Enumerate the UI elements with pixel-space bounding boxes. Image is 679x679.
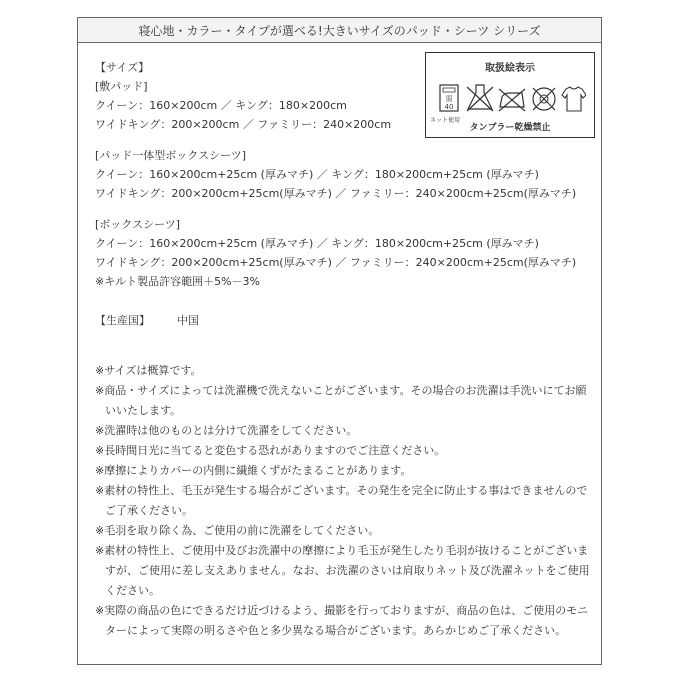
wash-label-temp: 40: [444, 103, 454, 111]
size-line: クイーン：160×200cm+25cm (厚みマチ) ／ キング：180×200cm+25cm (厚みマチ): [95, 168, 539, 181]
no-bleach-icon: [467, 85, 493, 111]
no-tumble-dry-icon: [533, 88, 555, 110]
no-iron-icon: [499, 89, 525, 111]
origin-label: 【生産国】: [95, 314, 150, 327]
care-icons: [438, 81, 586, 121]
note-item: ※洗濯時は他のものとは分けて洗濯をしてください。: [95, 424, 358, 437]
size-line: ワイドキング：200×200cm ／ ファミリー：240×200cm: [95, 118, 392, 131]
machine-wash-40-icon: [440, 85, 458, 111]
origin-row: [95, 311, 593, 330]
wash-label-top: 弱: [445, 95, 453, 103]
size-line: ワイドキング：200×200cm+25cm(厚みマチ) ／ ファミリー：240×200cm+25cm(厚みマチ): [95, 187, 577, 200]
size-line: クイーン：160×200cm+25cm (厚みマチ) ／ キング：180×200cm+25cm (厚みマチ): [95, 237, 539, 250]
care-label-title: 取扱絵表示: [485, 63, 535, 74]
hang-dry-icon: [562, 87, 586, 111]
note-item: ※長時間日光に当てると変色する恐れがありますのでご注意ください。: [95, 444, 446, 457]
size-heading: 【サイズ】: [95, 61, 150, 74]
note-item: ※毛羽を取り除く為、ご使用の前に洗濯をしてください。: [95, 524, 380, 537]
note-item: ※摩擦によりカバーの内側に繊維くずがたまることがあります。: [95, 464, 412, 477]
spec-frame: [77, 17, 602, 665]
section-label: [パッド一体型ボックスシーツ]: [95, 149, 247, 162]
note-item: ※素材の特性上、ご使用中及びお洗濯中の摩擦により毛玉が発生したり毛羽が抜けることがございますが、ご使用に差し支えありません。なお、お洗濯のさいは肩取りネット及び洗濯ネットをご使用ください。: [95, 544, 590, 597]
size-tolerance: ※キルト製品許容範囲＋5%－3%: [95, 275, 261, 288]
net-caption: ネット使用: [430, 117, 461, 124]
note-item: ※素材の特性上、毛玉が発生する場合がございます。その発生を完全に防止する事はできませんのでご了承ください。: [95, 484, 588, 517]
notes-list: [95, 361, 591, 641]
section-label: [敷パッド]: [95, 80, 148, 93]
size-line: ワイドキング：200×200cm+25cm(厚みマチ) ／ ファミリー：240×200cm+25cm(厚みマチ): [95, 256, 577, 269]
note-item: ※商品・サイズによっては洗濯機で洗えないことがございます。その場合のお洗濯は手洗いにてお願いいたします。: [95, 384, 587, 417]
size-line: クイーン：160×200cm ／ キング：180×200cm: [95, 99, 347, 112]
origin-value: 中国: [177, 314, 199, 327]
note-item: ※サイズは概算です。: [95, 364, 202, 377]
page-title: 寝心地・カラー・タイプが選べる!大きいサイズのパッド・シーツ シリーズ: [78, 18, 601, 43]
note-item: ※実際の商品の色にできるだけ近づけるよう、撮影を行っておりますが、商品の色は、ご使用のモニターによって実際の明るさや色と多少異なる場合がございます。あらかじめご了承ください。: [95, 604, 589, 637]
care-label-footer: タンブラー乾燥禁止: [469, 123, 551, 133]
section-label: [ボックスシーツ]: [95, 218, 181, 231]
care-label-box: [425, 52, 595, 138]
